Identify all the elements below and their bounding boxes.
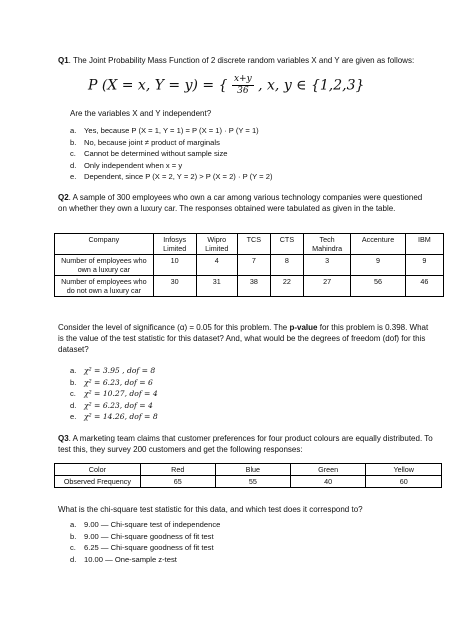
q2-cell: 3 <box>303 255 350 276</box>
option-letter: a. <box>70 520 77 529</box>
list-item <box>70 366 155 376</box>
q1-equation <box>88 74 364 97</box>
option-text: χ² = 10.27, dof = 4 <box>84 389 158 398</box>
option-letter: d. <box>70 160 77 170</box>
q2-table <box>54 233 444 297</box>
q2-intro <box>58 192 428 214</box>
q3-th: Yellow <box>366 464 442 476</box>
list-item <box>70 389 158 399</box>
q3-table <box>54 463 442 488</box>
q2-th: TCS <box>237 234 270 255</box>
q2-cell: Number of employees who own a luxury car <box>55 255 154 276</box>
q2-th: Tech Mahindra <box>303 234 350 255</box>
q2-cell: 9 <box>351 255 406 276</box>
q3-cell: Observed Frequency <box>55 476 141 488</box>
q2-cell: 7 <box>237 255 270 276</box>
q2-table-header-row <box>55 234 444 255</box>
list-item <box>70 378 153 388</box>
q2-cell: 31 <box>196 276 237 297</box>
option-letter: d. <box>70 554 77 564</box>
option-text: Dependent, since P (X = 2, Y = 2) > P (X = 2) · P (Y = 2) <box>84 172 273 181</box>
q1-intro <box>58 55 438 66</box>
table-row <box>55 255 444 276</box>
q3-label: Q3 <box>58 434 69 443</box>
q1-question: Are the variables X and Y independent? <box>70 109 212 118</box>
list-item <box>70 543 214 553</box>
q3-intro-text: . A marketing team claims that customer preferences for four product colours are equally distributed. To test this, they survey 200 customers and get the following responses: <box>58 434 433 454</box>
option-text: 9.00 — Chi-square goodness of fit test <box>84 531 214 541</box>
q2-paragraph <box>58 322 433 355</box>
option-letter: b. <box>70 531 77 541</box>
q2-cell: 8 <box>270 255 303 276</box>
q2-para-b: for this problem is 0.398. What is the value of the test statistic for this dataset? And, what would be the degrees of freedom (dof) for this dataset? <box>58 323 429 354</box>
q3-th: Color <box>55 464 141 476</box>
q3-cell: 55 <box>215 476 290 488</box>
q3-th: Blue <box>215 464 290 476</box>
q2-th: Accenture <box>351 234 406 255</box>
q2-cell: 27 <box>303 276 350 297</box>
table-row <box>55 276 444 297</box>
option-text: 6.25 — Chi-square goodness of fit test <box>84 543 214 552</box>
list-item <box>70 161 182 171</box>
q2-para-a: Consider the level of significance (α) = 0.05 for this problem. The <box>58 323 290 332</box>
option-text: Yes, because P (X = 1, Y = 1) = P (X = 1) · P (Y = 1) <box>84 126 259 135</box>
list-item <box>70 555 177 565</box>
q1-eq-fraction <box>232 74 254 97</box>
q1-eq-num: x+y <box>233 74 252 84</box>
list-item <box>70 412 158 422</box>
table-row <box>55 476 442 488</box>
option-letter: b. <box>70 137 77 147</box>
q2-para-bold: p-value <box>289 323 318 332</box>
option-letter: b. <box>70 377 77 387</box>
q2-th: Infosys Limited <box>153 234 196 255</box>
q1-label: Q1 <box>58 56 69 65</box>
option-text: χ² = 3.95 , dof = 8 <box>84 366 156 375</box>
q3-th: Green <box>290 464 366 476</box>
q1-intro-text: . The Joint Probability Mass Function of 2 discrete random variables X and Y are given as follows: <box>68 56 415 65</box>
q3-th: Red <box>140 464 215 476</box>
list-item <box>70 172 272 182</box>
q1-eq-right: , x, y ∈ {1,2,3} <box>258 77 365 94</box>
option-text: χ² = 6.23, dof = 4 <box>84 400 153 410</box>
option-text: 9.00 — Chi-square test of independence <box>84 520 221 529</box>
q2-cell: Number of employees who do not own a luxury car <box>55 276 154 297</box>
option-letter: e. <box>70 172 77 181</box>
q3-cell: 40 <box>290 476 366 488</box>
q2-cell: 38 <box>237 276 270 297</box>
option-text: No, because joint ≠ product of marginals <box>84 137 220 147</box>
option-text: χ² = 6.23, dof = 6 <box>84 377 153 387</box>
list-item <box>70 401 153 411</box>
q2-cell: 4 <box>196 255 237 276</box>
q3-cell: 60 <box>366 476 442 488</box>
list-item <box>70 149 228 159</box>
list-item <box>70 138 220 148</box>
option-letter: a. <box>70 366 77 375</box>
q3-intro <box>58 433 433 455</box>
option-letter: c. <box>70 543 76 552</box>
q2-th: CTS <box>270 234 303 255</box>
q2-th: Wipro Limited <box>196 234 237 255</box>
list-item <box>70 126 259 136</box>
option-letter: a. <box>70 126 77 135</box>
option-text: Cannot be determined without sample size <box>84 149 228 158</box>
q2-cell: 56 <box>351 276 406 297</box>
option-letter: c. <box>70 149 76 158</box>
q1-eq-left: P (X = x, Y = y) = { <box>88 77 228 94</box>
option-letter: d. <box>70 400 77 410</box>
q2-cell: 10 <box>153 255 196 276</box>
q3-cell: 65 <box>140 476 215 488</box>
option-letter: c. <box>70 389 76 398</box>
option-text: 10.00 — One-sample z-test <box>84 554 177 564</box>
q2-label: Q2 <box>58 193 69 202</box>
option-text: Only independent when x = y <box>84 160 183 170</box>
list-item <box>70 520 220 530</box>
q2-th: Company <box>55 234 154 255</box>
q3-table-header-row <box>55 464 442 476</box>
q2-th: IBM <box>405 234 443 255</box>
q2-cell: 9 <box>405 255 443 276</box>
q3-question: What is the chi-square test statistic for this data, and which test does it correspond to? <box>58 505 363 514</box>
q1-eq-den: 36 <box>237 86 249 96</box>
option-text: χ² = 14.26, dof = 8 <box>84 412 158 421</box>
q2-cell: 22 <box>270 276 303 297</box>
q2-intro-text: . A sample of 300 employees who own a car among various technology companies were questioned on whether they own a luxury car. The responses obtained were tabulated as given in the table. <box>58 193 423 213</box>
list-item <box>70 532 214 542</box>
q2-cell: 46 <box>405 276 443 297</box>
q2-cell: 30 <box>153 276 196 297</box>
option-letter: e. <box>70 412 77 421</box>
